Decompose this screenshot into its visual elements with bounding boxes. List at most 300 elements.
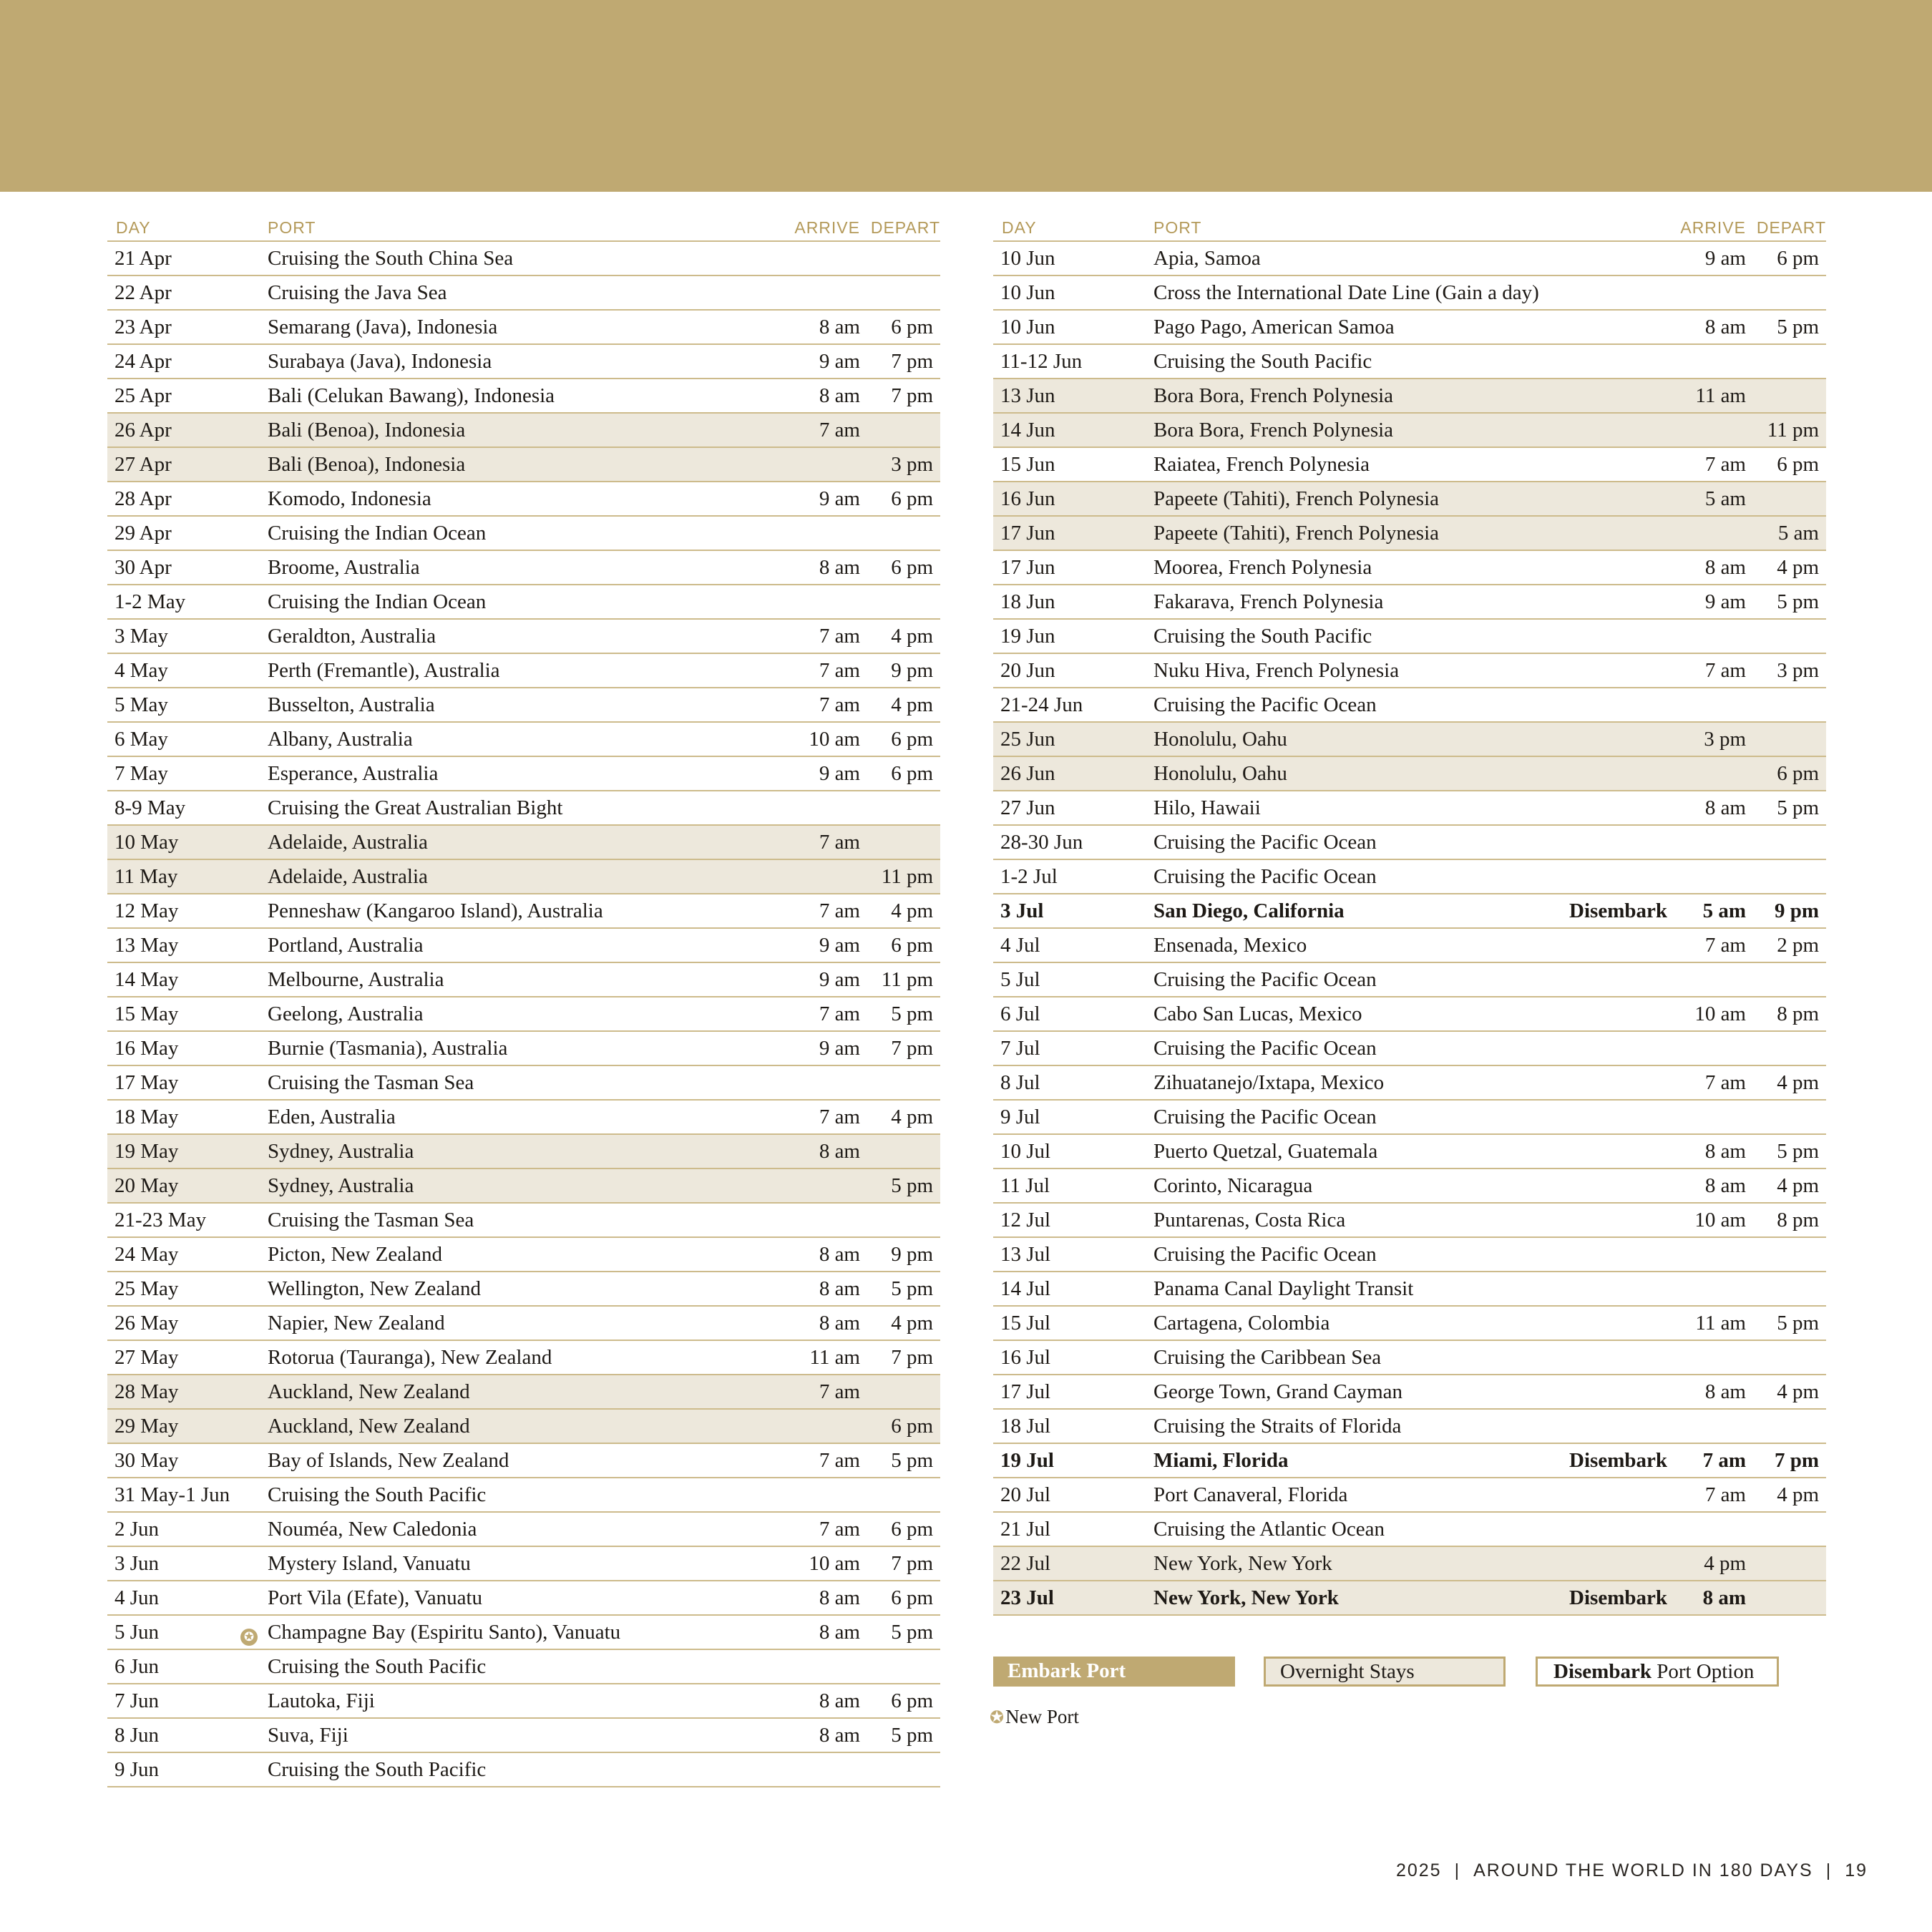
port-name: Cruising the Pacific Ocean [1153,693,1377,716]
arrive-cell: 7 am [819,693,860,716]
port-cell [1153,1449,1680,1473]
port-cell [268,247,794,270]
day-cell: 2 Jun [114,1517,160,1541]
port-name: Fakarava, French Polynesia [1153,590,1384,613]
arrive-cell: 10 am [809,1551,860,1575]
port-cell [1153,487,1680,511]
arrive-cell: 10 am [809,727,860,751]
day-cell: 16 Jun [1000,487,1055,510]
day-cell: 15 Jun [1000,452,1055,476]
port-name: Cruising the Indian Ocean [268,590,487,613]
port-name: Cruising the Pacific Ocean [1153,1036,1377,1060]
day-cell: 15 Jul [1000,1311,1051,1335]
table-row [107,860,940,894]
port-cell [1153,1483,1680,1507]
depart-cell: 4 pm [1777,1070,1819,1094]
table-row [107,1238,940,1272]
table-body [993,242,1826,1616]
port-cell [268,1483,794,1507]
day-cell: 9 Jun [114,1757,160,1781]
port-cell [1153,934,1680,957]
depart-cell: 7 pm [891,1551,933,1575]
port-name: Miami, Florida [1153,1448,1289,1472]
depart-cell: 5 pm [891,1277,933,1300]
depart-cell: 6 pm [1777,452,1819,476]
table-row [107,1513,940,1547]
table-header [993,215,1826,242]
table-row [993,1410,1826,1444]
port-cell [268,1277,794,1301]
day-cell: 5 Jun ✪ [107,1621,268,1644]
depart-cell: 5 pm [1777,590,1819,613]
table-row [107,1375,940,1410]
table-row [107,1307,940,1341]
port-cell [268,1071,794,1095]
depart-cell: 6 pm [1777,761,1819,785]
itinerary-table-right [993,215,1826,1616]
port-name: Cruising the Atlantic Ocean [1153,1517,1385,1541]
page-number: 19 [1845,1860,1868,1880]
day-cell: 21 Jul [1000,1517,1051,1541]
day-cell: 4 Jun [114,1586,160,1609]
port-name: Perth (Fremantle), Australia [268,658,500,682]
depart-header: DEPART [1756,218,1826,237]
port-name: Honolulu, Oahu [1153,761,1287,785]
day-cell: 13 Jun [1000,384,1055,407]
arrive-cell: 11 am [1695,384,1746,407]
port-cell [268,1552,794,1576]
arrive-cell: 9 am [819,933,860,957]
day-cell: 26 May [114,1311,179,1335]
day-cell: 24 May [114,1242,179,1266]
port-cell [1153,247,1680,270]
port-name: Sydney, Australia [268,1174,414,1197]
port-cell [1153,590,1680,614]
depart-cell: 6 pm [891,761,933,785]
port-name: Surabaya (Java), Indonesia [268,349,492,373]
day-cell: 10 Jun [1000,280,1055,304]
table-row [993,1341,1826,1375]
arrive-cell: 7 am [819,1002,860,1025]
day-cell: 4 May [114,658,168,682]
day-cell: 25 Apr [114,384,172,407]
port-cell [1153,762,1680,786]
day-cell: 11-12 Jun [1000,349,1083,373]
day-cell: 3 Jul [1000,899,1044,922]
depart-cell: 7 pm [891,1036,933,1060]
port-name: New York, New York [1153,1551,1332,1575]
port-name: Suva, Fiji [268,1723,348,1747]
table-row [993,517,1826,551]
port-cell [268,968,794,992]
table-row [993,242,1826,276]
arrive-cell: 3 pm [1704,727,1746,751]
day-cell: 14 Jun [1000,418,1055,441]
port-name: Bali (Benoa), Indonesia [268,452,466,476]
port-name: Auckland, New Zealand [268,1380,470,1403]
depart-cell: 9 pm [891,658,933,682]
day-cell: 10 May [114,830,179,854]
port-cell [268,1037,794,1060]
port-name: Bali (Celukan Bawang), Indonesia [268,384,555,407]
day-cell: 14 May [114,967,179,991]
day-cell: 23 Apr [114,315,172,338]
day-cell: 20 Jun [1000,658,1055,682]
table-row [993,1444,1826,1478]
day-cell: 30 Apr [114,555,172,579]
table-row [107,1719,940,1753]
table-row [993,448,1826,482]
port-name: Cruising the South Pacific [268,1654,487,1678]
day-cell: 5 Jul [1000,967,1040,991]
arrive-cell: 9 am [819,487,860,510]
day-cell: 27 May [114,1345,179,1369]
day-cell: 28 May [114,1380,179,1403]
arrive-cell: 8 am [1704,315,1746,338]
port-cell [1153,1243,1680,1267]
depart-cell: 6 pm [891,933,933,957]
depart-cell: 5 pm [1777,1139,1819,1163]
day-cell: 11 May [114,864,178,888]
port-cell [1153,796,1680,820]
disembark-note: Disembark [1569,899,1667,922]
table-row [107,963,940,997]
arrive-cell: 8 am [819,1277,860,1300]
depart-cell: 8 pm [1777,1208,1819,1231]
port-cell [268,1106,794,1129]
depart-cell: 6 pm [891,1586,933,1609]
port-cell [268,625,794,648]
day-cell: 16 Jul [1000,1345,1051,1369]
port-cell [1153,350,1680,374]
footer-year: 2025 [1395,1860,1442,1880]
port-cell [268,453,794,477]
port-name: Hilo, Hawaii [1153,796,1261,819]
disembark-note: Disembark [1569,1586,1667,1609]
port-name: Burnie (Tasmania), Australia [268,1036,508,1060]
port-cell [1153,1071,1680,1095]
port-cell [1153,384,1680,408]
table-row [107,1204,940,1238]
depart-cell: 5 pm [891,1723,933,1747]
arrive-header: ARRIVE [1680,218,1746,237]
day-cell: 11 Jul [1000,1174,1050,1197]
table-row [993,585,1826,620]
legend-disembark-bold: Disembark [1553,1660,1652,1683]
table-row [107,1066,940,1101]
day-cell: 20 May [114,1174,179,1197]
port-name: Papeete (Tahiti), French Polynesia [1153,521,1440,545]
port-name: Cabo San Lucas, Mexico [1153,1002,1362,1025]
day-cell: 10 Jul [1000,1139,1051,1163]
arrive-cell: 4 pm [1704,1551,1746,1575]
legend-disembark-rest: Port Option [1651,1660,1755,1683]
new-port-icon: ✪ [240,1629,258,1646]
arrive-cell: 11 am [1695,1311,1746,1335]
port-cell [1153,453,1680,477]
arrive-cell: 7 am [819,899,860,922]
table-row [993,379,1826,414]
table-row [107,1272,940,1307]
depart-cell: 5 pm [891,1174,933,1197]
depart-cell: 6 pm [891,1517,933,1541]
port-cell [268,659,794,683]
table-row [107,1547,940,1581]
table-row [993,1547,1826,1581]
port-name: Wellington, New Zealand [268,1277,482,1300]
arrive-cell: 7 am [819,1448,860,1472]
port-name: Cruising the Pacific Ocean [1153,1105,1377,1128]
port-cell [1153,1106,1680,1129]
port-cell [1153,1277,1680,1301]
table-row [107,448,940,482]
table-row [107,654,940,688]
day-cell: 19 Jul [1000,1448,1054,1472]
port-name: Sydney, Australia [268,1139,414,1163]
port-cell [1153,1346,1680,1370]
port-name: Panama Canal Daylight Transit [1153,1277,1414,1300]
port-name: Cruising the South Pacific [268,1483,487,1506]
depart-cell: 11 pm [1767,418,1819,441]
table-row [993,311,1826,345]
port-name: Port Canaveral, Florida [1153,1483,1348,1506]
port-cell [1153,1380,1680,1404]
arrive-cell: 7 am [1704,658,1746,682]
arrive-cell: 8 am [819,384,860,407]
port-cell [1153,1552,1680,1576]
port-name: Cruising the Pacific Ocean [1153,830,1377,854]
port-cell [268,1689,794,1713]
port-cell [268,1586,794,1610]
table-row [107,1753,940,1787]
day-cell: 19 Jun [1000,624,1055,648]
legend-embark-port: Embark Port [993,1657,1235,1687]
day-cell: 27 Apr [114,452,172,476]
port-cell [1153,522,1680,545]
depart-cell: 5 pm [891,1002,933,1025]
table-row [107,551,940,585]
port-name: Papeete (Tahiti), French Polynesia [1153,487,1440,510]
depart-cell: 5 pm [1777,1311,1819,1335]
port-cell [1153,899,1680,923]
arrive-cell: 7 am [819,418,860,441]
port-cell [268,522,794,545]
port-name: Cruising the Pacific Ocean [1153,864,1377,888]
port-cell [268,831,794,854]
legend-new-port [990,1706,1079,1728]
port-cell [268,1724,794,1747]
port-name: Ensenada, Mexico [1153,933,1307,957]
table-row [993,551,1826,585]
day-cell: 17 Jun [1000,555,1055,579]
table-header [107,215,940,242]
table-row [993,860,1826,894]
table-row [107,1032,940,1066]
port-name: Adelaide, Australia [268,864,428,888]
table-row [107,517,940,551]
arrive-cell: 7 am [819,830,860,854]
port-cell [268,419,794,442]
table-row [107,723,940,757]
port-name: Puerto Quetzal, Guatemala [1153,1139,1378,1163]
table-row [993,482,1826,517]
port-name: Cruising the Java Sea [268,280,447,304]
port-cell [1153,1209,1680,1232]
table-row [993,757,1826,791]
table-row [993,276,1826,311]
table-row [107,791,940,826]
table-row [993,1513,1826,1547]
table-row [993,723,1826,757]
port-cell [1153,1174,1680,1198]
arrive-cell: 7 am [819,1380,860,1403]
page-footer [1288,1860,1868,1881]
table-row [993,620,1826,654]
day-cell: 21-24 Jun [1000,693,1083,716]
arrive-cell: 7 am [819,658,860,682]
port-cell [268,865,794,889]
table-row [107,1169,940,1204]
port-name: Nuku Hiva, French Polynesia [1153,658,1400,682]
table-row [107,620,940,654]
day-cell: 26 Jun [1000,761,1055,785]
day-cell: 12 Jul [1000,1208,1051,1231]
port-name: Semarang (Java), Indonesia [268,315,498,338]
port-header: PORT [268,218,316,237]
port-cell [268,728,794,751]
legend-overnight-stays: Overnight Stays [1264,1657,1506,1687]
day-cell: 4 Jul [1000,933,1040,957]
depart-cell: 3 pm [891,452,933,476]
port-name: Eden, Australia [268,1105,396,1128]
table-row [107,894,940,929]
port-cell [1153,1037,1680,1060]
port-cell [1153,865,1680,889]
depart-header: DEPART [870,218,940,237]
port-cell [1153,728,1680,751]
table-row [993,1032,1826,1066]
port-cell [268,1002,794,1026]
footer-title: AROUND THE WORLD IN 180 DAYS [1473,1860,1813,1880]
table-body [107,242,940,1787]
table-row [107,276,940,311]
port-cell [268,762,794,786]
day-cell: 21 Apr [114,246,172,270]
table-row [107,929,940,963]
port-cell [268,796,794,820]
depart-cell: 4 pm [891,899,933,922]
depart-cell: 7 pm [891,349,933,373]
table-row [993,1135,1826,1169]
day-cell: 18 May [114,1105,179,1128]
port-cell [268,693,794,717]
footer-separator: | [1454,1860,1461,1880]
table-row [107,1444,940,1478]
port-name: Nouméa, New Caledonia [268,1517,477,1541]
arrive-cell: 5 am [1702,899,1746,922]
table-row [107,585,940,620]
day-cell: 27 Jun [1000,796,1055,819]
depart-cell: 5 pm [1777,315,1819,338]
port-cell [1153,968,1680,992]
port-name: Cruising the South Pacific [268,1757,487,1781]
port-cell [1153,693,1680,717]
arrive-cell: 7 am [1704,1070,1746,1094]
table-row [993,688,1826,723]
depart-cell: 8 pm [1777,1002,1819,1025]
arrive-cell: 7 am [1704,1483,1746,1506]
depart-cell: 4 pm [1777,555,1819,579]
day-header: DAY [116,218,151,237]
day-header: DAY [1002,218,1037,237]
depart-cell: 4 pm [891,1311,933,1335]
depart-cell: 7 pm [891,384,933,407]
table-row [107,482,940,517]
port-cell [1153,419,1680,442]
arrive-header: ARRIVE [794,218,860,237]
arrive-cell: 8 am [819,1139,860,1163]
day-cell: 6 Jun [114,1654,160,1678]
legend-disembark-option [1536,1657,1779,1687]
day-cell: 21-23 May [114,1208,207,1231]
table-row [107,757,940,791]
port-name: Pago Pago, American Samoa [1153,315,1395,338]
arrive-cell: 7 am [1704,933,1746,957]
table-row [107,414,940,448]
port-name: Picton, New Zealand [268,1242,443,1266]
port-name: Moorea, French Polynesia [1153,555,1372,579]
depart-cell: 7 pm [891,1345,933,1369]
depart-cell: 6 pm [891,487,933,510]
port-name: Cruising the Tasman Sea [268,1070,474,1094]
day-cell: 26 Apr [114,418,172,441]
table-row [993,1375,1826,1410]
port-cell [268,1243,794,1267]
arrive-cell: 8 am [819,315,860,338]
port-name: Cruising the Great Australian Bight [268,796,563,819]
port-name: Bali (Benoa), Indonesia [268,418,466,441]
port-cell [268,350,794,374]
port-name: Geraldton, Australia [268,624,436,648]
port-cell [1153,1586,1680,1610]
table-row [107,311,940,345]
arrive-cell: 8 am [819,1242,860,1266]
port-cell [268,384,794,408]
day-cell: 25 May [114,1277,179,1300]
new-port-icon: ✪ [990,1709,1005,1727]
port-name: Busselton, Australia [268,693,435,716]
day-cell: 23 Jul [1000,1586,1054,1609]
port-name: Napier, New Zealand [268,1311,445,1335]
port-name: Raiatea, French Polynesia [1153,452,1370,476]
day-cell: 19 May [114,1139,179,1163]
depart-cell: 4 pm [891,1105,933,1128]
day-cell: 10 Jun [1000,246,1055,270]
port-cell [1153,281,1680,305]
depart-cell: 6 pm [1777,246,1819,270]
day-cell: 24 Apr [114,349,172,373]
table-row [107,1341,940,1375]
depart-cell: 6 pm [891,315,933,338]
day-cell: 6 May [114,727,168,751]
day-cell: 7 May [114,761,168,785]
port-cell [268,1140,794,1163]
day-cell: 1-2 Jul [1000,864,1058,888]
port-name: Broome, Australia [268,555,420,579]
port-name: San Diego, California [1153,899,1345,922]
port-cell [1153,1312,1680,1335]
port-name: Port Vila (Efate), Vanuatu [268,1586,482,1609]
